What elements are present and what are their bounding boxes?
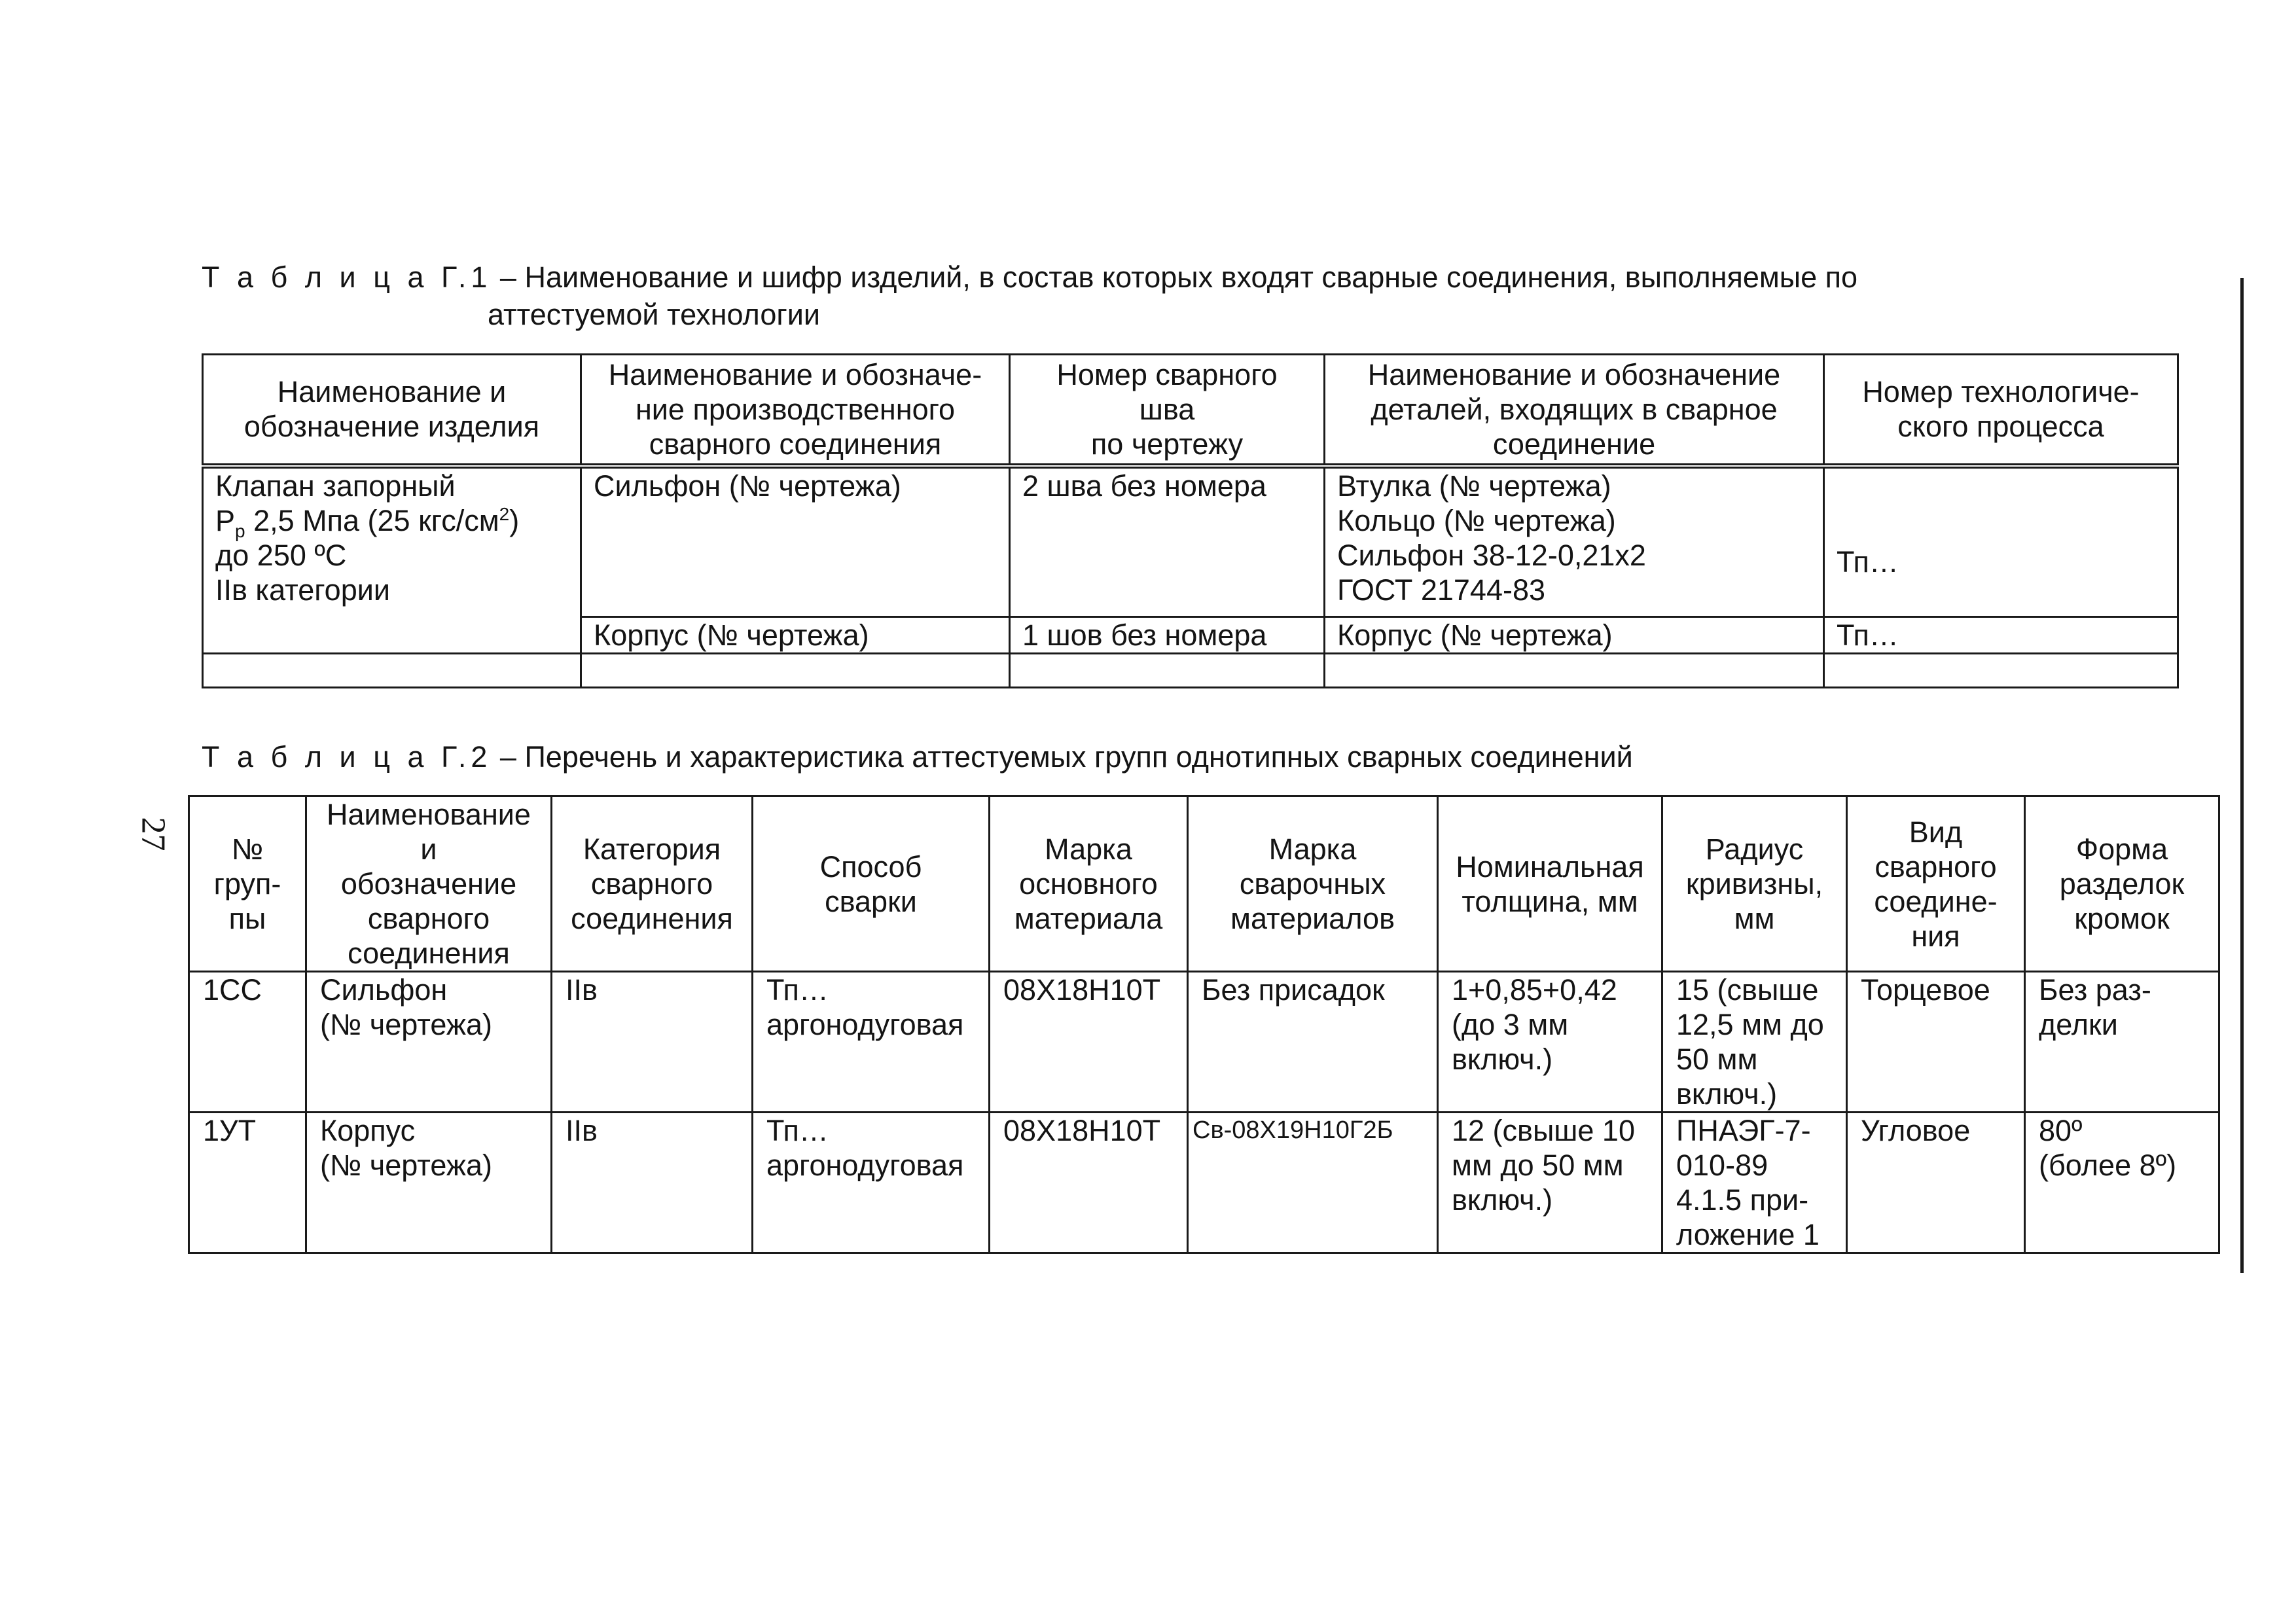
- pressure-sup: 2: [499, 503, 510, 524]
- header-joint-name: [306, 796, 552, 972]
- cell-line: 12 (свыше 10: [1452, 1114, 1635, 1147]
- header-line: материала: [1014, 902, 1163, 935]
- table-g2-caption: [202, 738, 2034, 776]
- header-line: Номинальная: [1456, 849, 1644, 883]
- weld-number-cell: 2 шва без номера: [1010, 466, 1325, 617]
- cell-line: включ.): [1452, 1043, 1553, 1076]
- process-cell: [1824, 466, 2178, 617]
- header-line: сварного: [367, 902, 490, 935]
- empty-cell: [1824, 654, 2178, 688]
- header-line: соединения: [571, 902, 733, 935]
- cell-line: аргонодуговая: [766, 1008, 964, 1041]
- cell-line: 010-89: [1676, 1149, 1768, 1182]
- pressure-prefix: P: [215, 503, 236, 537]
- header-line: обозначение: [340, 867, 517, 901]
- header-line: толщина, мм: [1462, 884, 1638, 918]
- welding-material-cell: Без присадок: [1188, 972, 1438, 1113]
- header-line: кривизны,: [1685, 867, 1823, 901]
- table-g1-header-weld-number: [1010, 355, 1325, 466]
- thickness-cell: [1438, 1113, 1662, 1253]
- header-line: груп-: [213, 867, 281, 901]
- table-g2-caption-text: Перечень и характеристика аттестуемых групп однотипных сварных соединений: [524, 740, 1633, 774]
- name-cell: [306, 1113, 552, 1253]
- category-cell: IIв: [552, 1113, 753, 1253]
- page-number: 27: [134, 817, 172, 851]
- product-line: IIв категории: [215, 573, 391, 607]
- cell-line: 1+0,85+0,42: [1452, 973, 1617, 1007]
- table-g1-header-product: [203, 355, 581, 466]
- table-row: [189, 1113, 2219, 1253]
- header-line: Марка: [1268, 832, 1357, 866]
- header-base-material: [990, 796, 1188, 972]
- cell-line: включ.): [1676, 1077, 1778, 1111]
- header-line: Радиус: [1705, 832, 1804, 866]
- part-line: ГОСТ 21744-83: [1337, 573, 1546, 607]
- header-radius: [1662, 796, 1847, 972]
- header-joint-type: [1847, 796, 2025, 972]
- table-g1-header-process: [1824, 355, 2178, 466]
- header-line: ние производственного: [635, 392, 956, 426]
- header-line: Номер сварного: [1056, 357, 1278, 391]
- header-edge-form: [2025, 796, 2219, 972]
- table-row: [189, 972, 2219, 1113]
- table-g2-caption-dash: –: [492, 740, 525, 774]
- table-row-empty: [203, 654, 2178, 688]
- parts-cell: Корпус (№ чертежа): [1325, 617, 1824, 654]
- weld-number-cell: 1 шов без номера: [1010, 617, 1325, 654]
- cell-line: (более 8º): [2039, 1149, 2177, 1182]
- header-welding-material: [1188, 796, 1438, 972]
- header-line: сварки: [825, 884, 917, 918]
- base-material-cell: 08Х18Н10Т: [990, 1113, 1188, 1253]
- header-line: мм: [1734, 902, 1775, 935]
- table-row: [203, 466, 2178, 617]
- radius-cell: [1662, 1113, 1847, 1253]
- cell-line: Тп…: [766, 973, 829, 1007]
- header-line: сварного: [1874, 849, 1997, 883]
- pressure-sub: р: [235, 520, 245, 541]
- product-cell: [203, 466, 581, 654]
- joint-cell: Корпус (№ чертежа): [581, 617, 1010, 654]
- cell-line: мм до 50 мм: [1452, 1149, 1624, 1182]
- cell-line: (№ чертежа): [320, 1008, 493, 1041]
- part-line: Кольцо (№ чертежа): [1337, 503, 1616, 537]
- header-line: Марка: [1045, 832, 1132, 866]
- table-g1-header-parts: [1325, 355, 1824, 466]
- cell-line: включ.): [1452, 1183, 1553, 1217]
- method-cell: [753, 972, 990, 1113]
- process-cell: Тп…: [1824, 617, 2178, 654]
- header-line: сварного соединения: [649, 427, 942, 461]
- group-cell: 1УТ: [189, 1113, 306, 1253]
- empty-cell: [203, 654, 581, 688]
- welding-material-cell: Св-08Х19Н10Г2Б: [1188, 1113, 1438, 1253]
- header-line: Вид: [1909, 815, 1963, 849]
- header-line: сварочных: [1239, 867, 1386, 901]
- table-g2-caption-label: Т а б л и ц а Г.2: [202, 740, 492, 774]
- header-line: Способ: [819, 849, 922, 883]
- header-line: ния: [1911, 919, 1960, 953]
- product-line: Клапан запорный: [215, 469, 456, 503]
- part-line: Втулка (№ чертежа): [1337, 469, 1611, 503]
- category-cell: IIв: [552, 972, 753, 1113]
- table-g1-header-row: [203, 355, 2178, 466]
- cell-line: Сильфон: [320, 973, 448, 1007]
- cell-line: Тп…: [766, 1114, 829, 1147]
- header-line: Наименование и обозначе-: [608, 357, 982, 391]
- base-material-cell: 08Х18Н10Т: [990, 972, 1188, 1113]
- header-thickness: [1438, 796, 1662, 972]
- header-line: и: [420, 832, 437, 866]
- process-value: Тп…: [1837, 544, 1899, 579]
- cell-line: аргонодуговая: [766, 1149, 964, 1182]
- table-g1: [202, 353, 2179, 688]
- pressure-close: ): [509, 503, 520, 537]
- header-line: ского процесса: [1897, 410, 2104, 444]
- parts-cell: [1325, 466, 1824, 617]
- joint-type-cell: Угловое: [1847, 1113, 2025, 1253]
- empty-cell: [1325, 654, 1824, 688]
- cell-line: (№ чертежа): [320, 1149, 493, 1182]
- name-cell: [306, 972, 552, 1113]
- cell-line: Корпус: [320, 1114, 416, 1147]
- header-welding-method: [753, 796, 990, 972]
- header-line: обозначение изделия: [243, 410, 540, 444]
- header-line: разделок: [2059, 867, 2185, 901]
- header-line: соедине-: [1874, 884, 1998, 918]
- joint-type-cell: Торцевое: [1847, 972, 2025, 1113]
- header-category: [552, 796, 753, 972]
- group-cell: 1СС: [189, 972, 306, 1113]
- header-line: №: [231, 832, 264, 866]
- cell-line: делки: [2039, 1008, 2118, 1041]
- table-g1-caption-label: Т а б л и ц а Г.1: [202, 260, 492, 294]
- header-line: материалов: [1230, 902, 1395, 935]
- table-g2-header-row: [189, 796, 2219, 972]
- header-line: Форма: [2075, 832, 2168, 866]
- cell-line: 4.1.5 при-: [1676, 1183, 1809, 1217]
- header-line: Наименование: [327, 798, 531, 831]
- radius-cell: [1662, 972, 1847, 1113]
- header-line: сварного: [590, 867, 713, 901]
- empty-cell: [1010, 654, 1325, 688]
- method-cell: [753, 1113, 990, 1253]
- thickness-cell: [1438, 972, 1662, 1113]
- table-g1-caption-line1: Наименование и шифр изделий, в состав которых входят сварные соединения, выполняемые по: [524, 260, 1858, 294]
- product-pressure: [215, 503, 568, 541]
- header-line: соединение: [1492, 427, 1656, 461]
- header-line: шва: [1139, 392, 1195, 426]
- table-g1-caption: [202, 259, 2034, 333]
- cell-line: ложение 1: [1676, 1218, 1820, 1251]
- header-line: деталей, входящих в сварное: [1371, 392, 1778, 426]
- pressure-text: 2,5 Мпа (25 кгс/см: [245, 503, 499, 537]
- table-g2: [188, 795, 2220, 1254]
- header-line: соединения: [348, 936, 510, 970]
- cell-line: 80º: [2039, 1114, 2083, 1147]
- table-g1-caption-line2: аттестуемой технологии: [488, 298, 821, 331]
- edge-form-cell: [2025, 972, 2219, 1113]
- header-line: Категория: [583, 832, 721, 866]
- product-line: до 250 ºС: [215, 538, 347, 572]
- empty-cell: [581, 654, 1010, 688]
- header-group-number: [189, 796, 306, 972]
- margin-rule: [2240, 278, 2244, 1273]
- header-line: основного: [1019, 867, 1158, 901]
- header-line: кромок: [2074, 902, 2170, 935]
- header-line: Наименование и: [277, 375, 507, 409]
- cell-line: (до 3 мм: [1452, 1008, 1569, 1041]
- header-line: Номер технологиче-: [1862, 375, 2140, 409]
- table-g1-header-joint: [581, 355, 1010, 466]
- header-line: по чертежу: [1090, 427, 1244, 461]
- edge-form-cell: [2025, 1113, 2219, 1253]
- table-g1-caption-dash: –: [492, 260, 525, 294]
- cell-line: 50 мм: [1676, 1043, 1758, 1076]
- cell-line: Без раз-: [2039, 973, 2151, 1007]
- part-line: Сильфон 38-12-0,21х2: [1337, 538, 1646, 572]
- header-line: пы: [228, 902, 266, 935]
- joint-cell: Сильфон (№ чертежа): [581, 466, 1010, 617]
- cell-line: ПНАЭГ-7-: [1676, 1114, 1811, 1147]
- cell-line: 12,5 мм до: [1676, 1008, 1824, 1041]
- cell-line: 15 (свыше: [1676, 973, 1819, 1007]
- header-line: Наименование и обозначение: [1367, 357, 1781, 391]
